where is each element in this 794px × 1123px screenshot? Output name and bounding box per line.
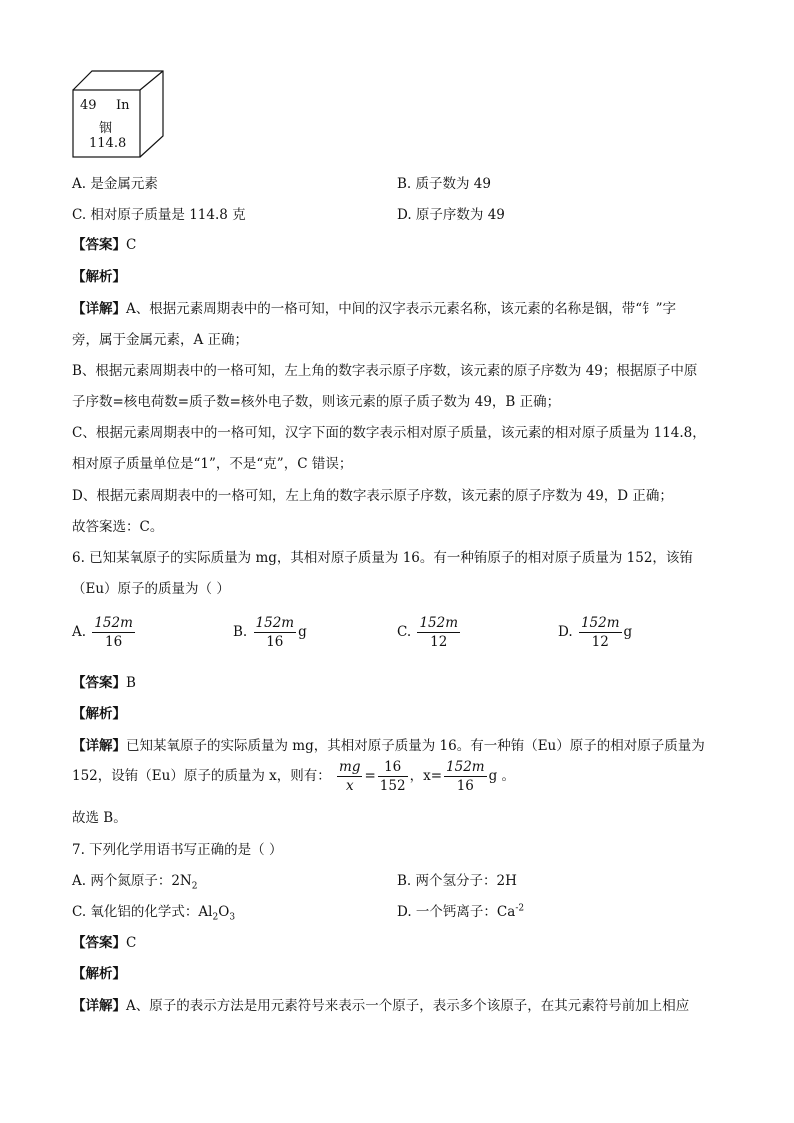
answer-tag: 【答案】 [72,675,126,691]
q7-option-b: B. 两个氢分子：2H [397,873,517,889]
q5-option-d: D. 原子序数为 49 [397,207,505,223]
fraction: $\frac{152m}{16}$ [94,615,133,650]
element-name: 铟 [99,121,113,136]
q6-conclusion: 故选 B。 [72,810,127,826]
element-symbol: In [116,98,130,113]
fraction: $\frac{152m}{12}$ [580,615,620,650]
atomic-mass: 114.8 [89,136,127,151]
detail-tag: 【详解】 [72,301,126,317]
answer-tag: 【答案】 [72,935,126,951]
q6-option-a: A. $\frac{152m}{16}$ [72,615,133,650]
q7-detail-line-1: 【详解】A、原子的表示方法是用元素符号来表示一个原子，表示多个该原子，在其元素符号前加上相应 [72,998,690,1014]
detail-tag: 【详解】 [72,738,126,754]
q5-detail-line-1: 【详解】A、根据元素周期表中的一格可知，中间的汉字表示元素名称，该元素的名称是铟，带“钅”字 [72,301,677,317]
q6-stem-line-1: 6. 已知某氧原子的实际质量为 mg，其相对原子质量为 16。有一种铕原子的相对原子质量为 152，该铕 [72,550,693,566]
q6-option-b: B. $\frac{152m}{16}$ g [233,615,307,650]
element-cell-figure [72,70,164,158]
q5-detail-line-2: 旁，属于金属元素，A 正确； [72,332,249,348]
q6-answer [72,671,136,691]
answer-value: C [126,237,137,253]
answer-value: B [126,675,136,691]
q7-stem: 7. 下列化学用语书写正确的是（ ） [72,842,283,858]
q6-stem-line-2: （Eu）原子的质量为（ ） [72,581,230,597]
detail-tag: 【详解】 [72,998,126,1014]
q6-detail-line-1: 【详解】已知某氧原子的实际质量为 mg，其相对原子质量为 16。有一种铕（Eu）原子的相对原子质量为 [72,738,705,754]
fraction: $\frac{16}{152}$ [379,759,406,794]
q7-option-c: C. 氧化铝的化学式：$Al_2O_3$ [72,904,236,923]
q6-analysis-tag: 【解析】 [72,706,126,722]
q5-detail-line-3: B、根据元素周期表中的一格可知，左上角的数字表示原子序数，该元素的原子序数为 49；根据原子中原 [72,363,698,379]
q7-analysis-tag: 【解析】 [72,966,126,982]
answer-value: C [126,935,137,951]
fraction: $\frac{152m}{16}$ [446,759,485,794]
q5-option-a: A. 是金属元素 [72,176,158,192]
q5-conclusion: 故答案选：C。 [72,519,164,535]
q5-option-b: B. 质子数为 49 [397,176,491,192]
q6-detail-line-2: 152，设铕（Eu）原子的质量为 x，则有： $\frac{mg}{x}$ = $\frac{16}{152}$ ，x= $\frac{152m}{16}$ g 。 [72,759,516,794]
q5-detail-line-5: C、根据元素周期表中的一格可知，汉字下面的数字表示相对原子质量，该元素的相对原子质量为 114.8， [72,425,706,441]
q5-detail-line-4: 子序数=核电荷数=质子数=核外电子数，则该元素的原子质子数为 49，B 正确； [72,394,561,410]
q7-option-d: D. 一个钙离子：$Ca^{-2}$ [397,903,525,920]
q6-option-c: C. $\frac{152m}{12}$ [397,615,459,650]
answer-tag: 【答案】 [72,237,126,253]
q5-analysis-tag: 【解析】 [72,269,126,285]
q7-answer [72,931,136,951]
q6-option-d: D. $\frac{152m}{12}$ g [558,615,633,650]
q5-option-c: C. 相对原子质量是 114.8 克 [72,207,246,223]
atomic-number: 49 [80,98,97,113]
fraction: $\frac{mg}{x}$ [339,759,361,794]
q7-option-a: A. 两个氮原子：$2N_2$ [72,873,198,892]
fraction: $\frac{152m}{12}$ [419,615,459,650]
q5-detail-line-7: D、根据元素周期表中的一格可知，左上角的数字表示原子序数，该元素的原子序数为 49，D 正确； [72,488,673,504]
q5-answer [72,233,136,253]
fraction: $\frac{152m}{16}$ [255,615,295,650]
q5-detail-line-6: 相对原子质量单位是“1”，不是“克”，C 错误； [72,456,353,472]
